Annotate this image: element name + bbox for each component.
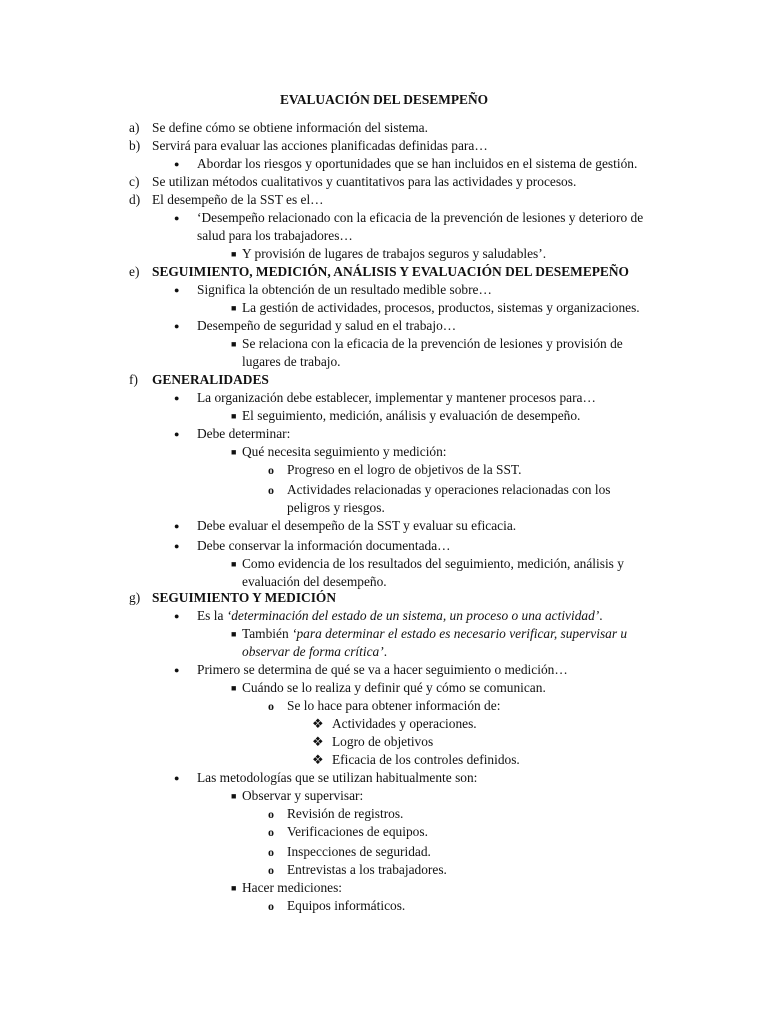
item-b-bullet-1: Abordar los riesgos y oportunidades que se han incluidos en el sistema de gestión.: [197, 156, 638, 171]
item-marker-b: b): [129, 138, 141, 153]
bullet-icon: ●: [174, 665, 180, 675]
square-bullet-icon: ■: [231, 411, 237, 421]
square-bullet-icon: ■: [231, 629, 237, 639]
item-f-bullet-2-circle-2-line-2: peligros y riesgos.: [287, 500, 385, 515]
item-f-bullet-2-sub: Qué necesita seguimiento y medición:: [242, 444, 447, 459]
item-e-bullet-1: Significa la obtención de un resultado medible sobre…: [197, 282, 492, 297]
item-e-bullet-1-sub: La gestión de actividades, procesos, productos, sistemas y organizaciones.: [242, 300, 640, 315]
section-heading-f: GENERALIDADES: [152, 372, 269, 387]
item-f-bullet-4-sub-line-1: Como evidencia de los resultados del seguimiento, medición, análisis y: [242, 556, 624, 571]
item-e-bullet-2: Desempeño de seguridad y salud en el trabajo…: [197, 318, 457, 333]
circle-bullet-icon: o: [268, 483, 274, 497]
circle-bullet-icon: o: [268, 899, 274, 913]
item-marker-c: c): [129, 174, 140, 189]
bullet-icon: ●: [174, 285, 180, 295]
item-f-bullet-2-circle-2-line-1: Actividades relacionadas y operaciones relacionadas con los: [287, 482, 611, 497]
circle-bullet-icon: o: [268, 825, 274, 839]
diamond-bullet-icon: ❖: [312, 716, 324, 731]
square-bullet-icon: ■: [231, 683, 237, 693]
item-a-text: Se define cómo se obtiene información del sistema.: [152, 120, 428, 135]
item-g-method-2: Verificaciones de equipos.: [287, 824, 428, 839]
section-heading-e: SEGUIMIENTO, MEDICIÓN, ANÁLISIS Y EVALUACIÓN DEL DESEMEPEÑO: [152, 264, 629, 279]
square-bullet-icon: ■: [231, 559, 237, 569]
item-g-bullet-1-sub-quote-1: ‘para determinar el estado es necesario verificar, supervisar u: [292, 626, 628, 641]
item-g-bullet-1-sub-post: .: [383, 644, 388, 659]
item-f-bullet-1: La organización debe establecer, implementar y mantener procesos para…: [197, 390, 596, 405]
item-g-bullet-3-sub-2: Hacer mediciones:: [242, 880, 343, 895]
item-f-bullet-3: Debe evaluar el desempeño de la SST y evaluar su eficacia.: [197, 518, 517, 533]
circle-bullet-icon: o: [268, 463, 274, 477]
item-g-bullet-1-sub-line-1: [242, 625, 627, 643]
item-g-bullet-1-sub-line-2: [242, 643, 387, 661]
item-d-text: El desempeño de la SST es el…: [152, 192, 324, 207]
item-f-bullet-2-circle-1: Progreso en el logro de objetivos de la SST.: [287, 462, 522, 477]
item-d-sub-1: Y provisión de lugares de trabajos seguros y saludables’.: [242, 246, 547, 261]
item-g-method-4: Entrevistas a los trabajadores.: [287, 862, 447, 877]
item-g-method-1: Revisión de registros.: [287, 806, 404, 821]
square-bullet-icon: ■: [231, 791, 237, 801]
bullet-icon: ●: [174, 773, 180, 783]
item-marker-g: g): [129, 590, 141, 605]
item-marker-d: d): [129, 192, 141, 207]
item-f-bullet-4: Debe conservar la información documentada…: [197, 538, 451, 553]
item-d-bullet-1-line-1: ‘Desempeño relacionado con la eficacia de la prevención de lesiones y deterioro de: [197, 210, 644, 225]
bullet-icon: ●: [174, 541, 180, 551]
circle-bullet-icon: o: [268, 807, 274, 821]
diamond-bullet-icon: ❖: [312, 752, 324, 767]
item-marker-a: a): [129, 120, 140, 135]
item-g-bullet-1-sub-pre: También: [242, 626, 293, 641]
item-f-bullet-1-sub: El seguimiento, medición, análisis y evaluación de desempeño.: [242, 408, 581, 423]
diamond-bullet-icon: ❖: [312, 734, 324, 749]
item-d-bullet-1-line-2: salud para los trabajadores…: [197, 228, 353, 243]
item-g-diamond-2: Logro de objetivos: [332, 734, 434, 749]
bullet-icon: ●: [174, 611, 180, 621]
square-bullet-icon: ■: [231, 339, 237, 349]
item-g-bullet-1-quote: ‘determinación del estado de un sistema, un proceso o una actividad’: [226, 608, 600, 623]
circle-bullet-icon: o: [268, 863, 274, 877]
item-f-bullet-2: Debe determinar:: [197, 426, 291, 441]
square-bullet-icon: ■: [231, 883, 237, 893]
square-bullet-icon: ■: [231, 249, 237, 259]
item-g-bullet-2: Primero se determina de qué se va a hacer seguimiento o medición…: [197, 662, 568, 677]
item-g-bullet-1-pre: Es la: [197, 608, 227, 623]
item-g-method-3: Inspecciones de seguridad.: [287, 844, 431, 859]
item-marker-f: f): [129, 372, 138, 387]
item-g-bullet-2-circle-1: Se lo hace para obtener información de:: [287, 698, 501, 713]
circle-bullet-icon: o: [268, 845, 274, 859]
circle-bullet-icon: o: [268, 699, 274, 713]
item-c-text: Se utilizan métodos cualitativos y cuantitativos para las actividades y procesos.: [152, 174, 577, 189]
item-marker-e: e): [129, 264, 140, 279]
bullet-icon: ●: [174, 321, 180, 331]
item-g-diamond-1: Actividades y operaciones.: [332, 716, 477, 731]
bullet-icon: ●: [174, 159, 180, 169]
item-g-measure-1: Equipos informáticos.: [287, 898, 406, 913]
item-g-bullet-3: Las metodologías que se utilizan habitualmente son:: [197, 770, 478, 785]
bullet-icon: ●: [174, 521, 180, 531]
item-f-bullet-4-sub-line-2: evaluación del desempeño.: [242, 574, 387, 589]
item-g-bullet-1-sub-quote-2: observar de forma crítica’: [242, 644, 384, 659]
bullet-icon: ●: [174, 393, 180, 403]
item-b-text: Servirá para evaluar las acciones planificadas definidas para…: [152, 138, 488, 153]
item-g-diamond-3: Eficacia de los controles definidos.: [332, 752, 520, 767]
item-g-bullet-1-post: .: [599, 608, 603, 623]
item-g-bullet-1: [197, 607, 603, 625]
section-heading-g: SEGUIMIENTO Y MEDICIÓN: [152, 590, 337, 605]
item-g-bullet-2-sub: Cuándo se lo realiza y definir qué y cómo se comunican.: [242, 680, 546, 695]
item-e-bullet-2-sub-line-1: Se relaciona con la eficacia de la prevención de lesiones y provisión de: [242, 336, 623, 351]
bullet-icon: ●: [174, 213, 180, 223]
document-title: EVALUACIÓN DEL DESEMPEÑO: [279, 92, 489, 107]
bullet-icon: ●: [174, 429, 180, 439]
square-bullet-icon: ■: [231, 447, 237, 457]
item-e-bullet-2-sub-line-2: lugares de trabajo.: [242, 354, 341, 369]
item-g-bullet-3-sub-1: Observar y supervisar:: [242, 788, 364, 803]
square-bullet-icon: ■: [231, 303, 237, 313]
